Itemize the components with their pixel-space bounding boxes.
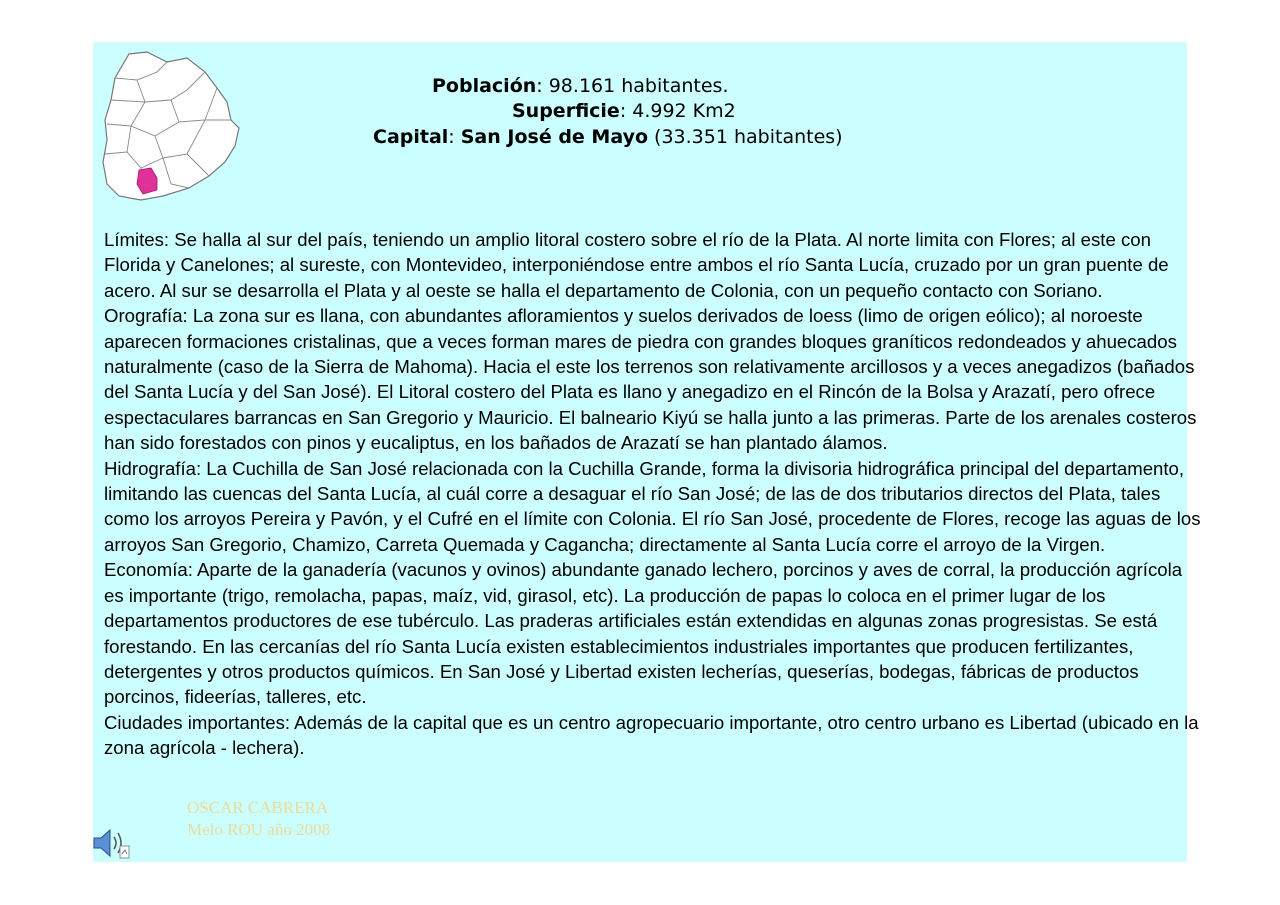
capital-separator: :: [448, 126, 461, 148]
orografia-paragraph: Orografía: La zona sur es llana, con abundantes afloramientos y suelos derivados de loess (limo de origen eólico); al noroeste aparecen formaciones cristalinas, que a veces forman mares de piedra con grandes bloques graníticos redondeados y ahuecados naturalmente (caso de la Sierra de Mahoma). Hacia el este los terrenos son relativamente arcillosos y a veces anegadizos (bañados del Santa Lucía y del San José). El Litoral costero del Plata es llano y anegadizo en el Rincón de la Bolsa y Arazatí, pero ofrece espectaculares barrancas en San Gregorio y Mauricio. El balneario Kiyú se halla junto a las primeras. Parte de los arenales costeros han sido forestados con pinos y eucaliptus, en los bañados de Arazatí se han plantado álamos.: [104, 305, 1197, 454]
capital-value: (33.351 habitantes): [648, 126, 843, 148]
poblacion-value: : 98.161 habitantes.: [536, 75, 729, 97]
limites-paragraph: Límites: Se halla al sur del país, teniendo un amplio litoral costero sobre el río de la Plata. Al norte limita con Flores; al este con Florida y Canelones; al sureste, con Montevideo, interponiéndose entre ambos el río Santa Lucía, cruzado por un gran puente de acero. Al sur se desarrolla el Plata y al oeste se halla el departamento de Colonia, con un pequeño contacto con Soriano.: [104, 229, 1169, 301]
economia-paragraph: Economía: Aparte de la ganadería (vacunos y ovinos) abundante ganado lechero, porcinos y aves de corral, la producción agrícola es importante (trigo, remolacha, papas, maíz, vid, girasol, etc). La producción de papas lo coloca en el primer lugar de los departamentos productores de ese tubérculo. Las praderas artificiales están extendidas en algunas zonas progresistas. Se está forestando. En las cercanías del río Santa Lucía existen establecimientos industriales importantes que producen fertilizantes, detergentes y otros productos químicos. En San José y Libertad existen lecherías, queserías, bodegas, fábricas de productos porcinos, fideerías, talleres, etc.: [104, 559, 1183, 708]
uruguay-map-icon: [101, 50, 243, 202]
capital-label: Capital: [373, 126, 449, 148]
superficie-label: Superficie: [512, 100, 620, 122]
poblacion-label: Población: [432, 75, 537, 97]
capital-name: San José de Mayo: [460, 126, 649, 148]
superficie-line: [512, 100, 736, 122]
speaker-icon[interactable]: [92, 826, 130, 860]
author-credit: [187, 797, 330, 841]
superficie-value: : 4.992 Km2: [619, 100, 736, 122]
author-place-year: Melo ROU año 2008: [187, 820, 331, 839]
ciudades-paragraph: Ciudades importantes: Además de la capital que es un centro agropecuario importante, otro centro urbano es Libertad (ubicado en la zona agrícola - lechera).: [104, 711, 1199, 759]
capital-line: [373, 126, 843, 148]
department-description: [104, 227, 1204, 761]
hidrografia-paragraph: Hidrografía: La Cuchilla de San José relacionada con la Cuchilla Grande, forma la divisoria hidrográfica principal del departamento, limitando las cuencas del Santa Lucía, al cuál corre a desaguar el río San José; de las de dos tributarios directos del Plata, tales como los arroyos Pereira y Pavón, y el Cufré en el límite con Colonia. El río San José, procedente de Flores, recoge las aguas de los arroyos San Gregorio, Chamizo, Carreta Quemada y Cagancha; directamente al Santa Lucía corre el arroyo de la Virgen.: [104, 457, 1201, 555]
poblacion-line: [432, 75, 728, 97]
author-name: OSCAR CABRERA: [187, 798, 329, 817]
